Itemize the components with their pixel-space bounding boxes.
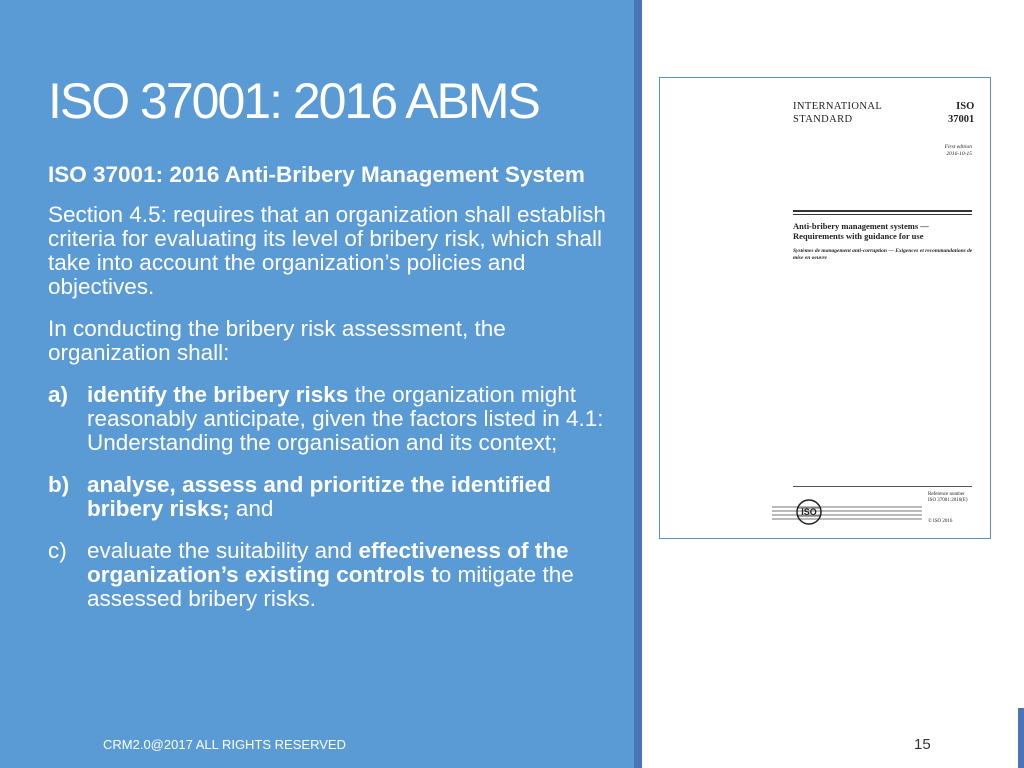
slide-title: ISO 37001: 2016 ABMS	[48, 73, 539, 129]
doc-rule-bottom	[793, 486, 972, 487]
list-marker: b)	[48, 472, 70, 497]
panel-divider	[634, 0, 642, 768]
list-item-rest: o mitigate the assessed bribery risks.	[87, 562, 574, 611]
list-item-bold: effectiveness of the organization’s existing controls t	[87, 538, 569, 587]
doc-reference-value: ISO 37001:2016(E)	[928, 498, 968, 503]
doc-copyright: © ISO 2016	[928, 519, 953, 524]
list-item-text	[87, 383, 623, 455]
doc-header-line: ISO	[956, 101, 975, 112]
list-item-bold: identify the bribery risks	[87, 382, 349, 407]
right-edge-accent	[1018, 708, 1024, 768]
list-item-text	[87, 473, 623, 521]
doc-header-line: STANDARD	[793, 114, 853, 125]
doc-header-left	[793, 100, 882, 126]
list-marker: a)	[48, 382, 69, 407]
doc-rule	[793, 214, 972, 215]
iso-standard-cover-image	[659, 77, 991, 539]
doc-header-line: 37001	[948, 114, 975, 125]
page-number: 15	[914, 736, 931, 753]
footer-copyright: CRM2.0@2017 ALL RIGHTS RESERVED	[103, 737, 346, 752]
iso-logo-icon	[794, 498, 824, 526]
paragraph-risk-assessment: In conducting the bribery risk assessment, the organization shall:	[48, 316, 506, 365]
iso-logo-text: ISO	[801, 507, 817, 517]
doc-reference-label: Reference number	[928, 492, 965, 497]
doc-edition	[945, 144, 972, 158]
list-item-c	[48, 539, 623, 611]
doc-title: Anti-bribery management systems — Requirements with guidance for use	[793, 221, 929, 241]
list-item-rest: and	[229, 496, 274, 521]
list-item-b	[48, 473, 623, 521]
list-item-text	[87, 539, 623, 611]
doc-edition-line: 2016-10-15	[946, 151, 972, 157]
doc-subtitle: Systèmes de management anti-corruption — Exigences et recommandations de mise en oeuvre	[793, 248, 973, 261]
doc-rule	[793, 210, 972, 212]
doc-header-right	[948, 100, 974, 126]
slide-content	[48, 163, 623, 629]
doc-header-line: INTERNATIONAL	[793, 101, 883, 112]
list-item-pre: evaluate the suitability and	[87, 538, 359, 563]
list-item-rest: the organization might reasonably anticipate, given the factors listed in 4.1: Understanding the organisation and its context;	[87, 382, 604, 455]
slide-subtitle: ISO 37001: 2016 Anti-Bribery Management System	[48, 162, 585, 187]
doc-edition-line: First edition	[944, 144, 972, 150]
list-item-bold: analyse, assess and prioritize the identified bribery risks;	[87, 472, 551, 521]
list-item-a	[48, 383, 623, 455]
list-marker: c)	[48, 538, 67, 563]
doc-reference	[928, 492, 968, 504]
paragraph-section-4-5: Section 4.5: requires that an organization shall establish criteria for evaluating its level of bribery risk, which shall take into account the organization’s policies and objectives.	[48, 202, 606, 299]
